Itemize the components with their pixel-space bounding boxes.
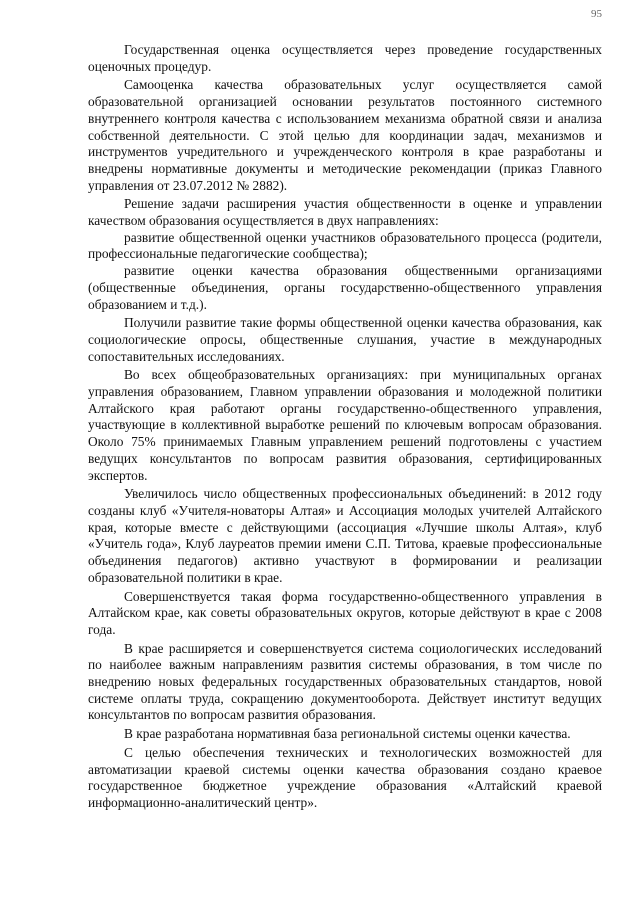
paragraph-state-assessment: Государственная оценка осуществляется через проведение государственных оценочных процедур. (88, 42, 602, 74)
paragraph-direction-one: развитие общественной оценки участников образовательного процесса (родители, профессиональные педагогические сообщества); (88, 229, 602, 262)
paragraph-assessment-forms: Получили развитие такие формы общественной оценки качества образования, как социологические опросы, общественные слушания, участие в международных сопоставительных исследованиях. (88, 315, 602, 364)
paragraph-regulatory-base: В крае разработана нормативная база региональной системы оценки качества. (124, 726, 571, 742)
document-body (88, 42, 602, 812)
page-number: 95 (591, 8, 602, 20)
paragraph-direction-two: развитие оценки качества образования общественными организациями (общественные объединения, органы государственно-общественного управления образованием и т.д.). (88, 263, 602, 312)
paragraph-information-center: С целью обеспечения технических и технологических возможностей для автоматизации краевой системы оценки качества образования создано краевое государственное бюджетное учреждение образования «Алтайский краевой информационно-аналитический центр». (88, 744, 602, 810)
paragraph-self-assessment: Самооценка качества образовательных услуг осуществляется самой образовательной организацией основании результатов постоянного системного внутреннего контроля качества с использованием механизма обратной связи и анализа собственной деятельности. С этой целью для координации задач, механизмов и инструментов учредительного и учрежденческого контроля в крае разработаны и внедрены нормативные документы и методические рекомендации (приказ Главного управления от 23.07.2012 № 2882). (88, 77, 602, 193)
paragraph-public-participation: Решение задачи расширения участия общественности в оценке и управлении качеством образования осуществляется в двух направлениях: (88, 196, 602, 229)
paragraph-district-councils: Совершенствуется такая форма государственно-общественного управления в Алтайском крае, как советы образовательных округов, которые действуют в крае с 2008 года. (88, 588, 602, 637)
paragraph-governance-bodies: Во всех общеобразовательных организациях: при муниципальных органах управления образованием, Главном управлении образования и молодежной политики Алтайского края работают органы государственно-общественного управления, участвующие в коллективной выработке решений по ключевым вопросам образования. Около 75% принимаемых Главным управлением решений подготовлены с участием ведущих консультантов по вопросам развития образования, сертифицированных экспертов. (88, 367, 602, 483)
paragraph-sociological-research: В крае расширяется и совершенствуется система социологических исследований по наиболее важным направлениям развития системы образования, в том числе по внедрению новых федеральных государственных образовательных стандартов, новой системе оплаты труда, сокращению документооборота. Действует институт ведущих консультантов по вопросам развития образования. (88, 640, 602, 723)
paragraph-professional-associations: Увеличилось число общественных профессиональных объединений: в 2012 году созданы клуб «Учителя-новаторы Алтая» и Ассоциация молодых учителей Алтайского края, которые вместе с действующими (ассоциация «Лучшие школы Алтая», клуб «Учитель года», Клуб лауреатов премии имени С.П. Титова, краевые профессиональные объединения педагогов) активно участвуют в формировании и реализации образовательной политики в крае. (88, 486, 602, 585)
